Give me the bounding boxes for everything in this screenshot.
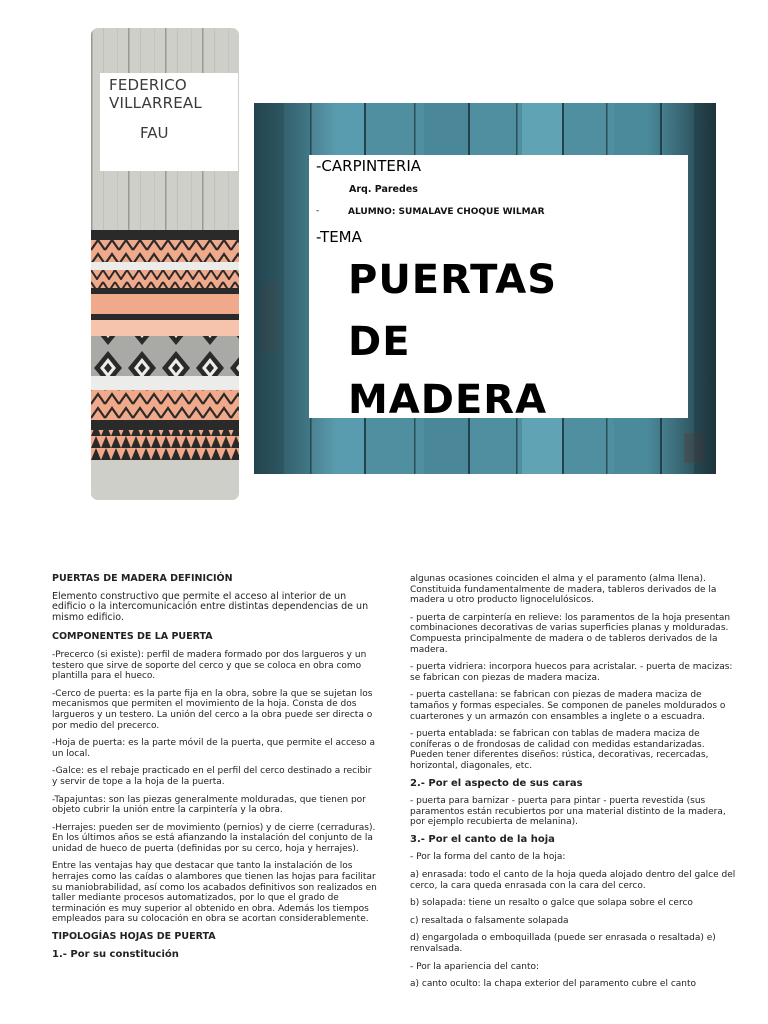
title-line-1: PUERTAS — [348, 257, 558, 303]
paragraph: - Por la apariencia del canto: — [410, 961, 540, 972]
paragraph: -Tapajuntas: son las piezas generalmente molduradas, que tienen por objeto cubrir la unión entre la carpintería y la obra. — [52, 794, 366, 816]
title-line-2: DE — [348, 319, 411, 365]
paragraph: d) engargolada o emboquillada (puede ser enrasada o resaltada) e) renvalsada. — [410, 933, 716, 955]
paragraph: algunas ocasiones coinciden el alma y el paramento (alma llena). Constituida fundamentalmente de madera, tableros derivados de la madera u otro producto lignocelulósicos. — [410, 574, 717, 606]
paragraph: Entre las ventajas hay que destacar que tanto la instalación de los herrajes como las caídas o alambores que tienen las hojas para facilitar su maniobrabilidad, así como los acabados definitivos son realizados en taller mediante procesos automatizados, por lo que el grado de terminación es muy superior al obtenido en obra. Además los tiempos empleados para su colocación en obra se acortan considerablemente. — [52, 861, 377, 925]
professor-name: Arq. Paredes — [349, 184, 418, 195]
paragraph: - Por la forma del canto de la hoja: — [410, 852, 566, 863]
paragraph: -Cerco de puerta: es la parte fija en la obra, sobre la que se sujetan los mecanismos que permiten el movimiento de la hoja. Consta de dos largueros y un testero. La unión del cerco a la obra puede ser directa o por medio del precerco. — [52, 688, 373, 731]
author-faculty: FAU — [140, 124, 169, 142]
student-bullet: - — [316, 206, 320, 216]
paragraph: -Galce: es el rebaje practicado en el perfil del cerco destinado a recibir y servir de tope a la hoja de la puerta. — [52, 766, 372, 787]
paragraph: b) solapada: tiene un resalto o galce que solapa sobre el cerco — [410, 898, 693, 909]
right-column — [410, 574, 740, 997]
subheading: 2.- Por el aspecto de sus caras — [410, 777, 583, 789]
student-name: ALUMNO: SUMALAVE CHOQUE WILMAR — [348, 207, 545, 217]
paragraph: c) resaltada o falsamente solapada — [410, 915, 569, 926]
paragraph: -Herrajes: pueden ser de movimiento (pernios) y de cierre (cerraduras). En los últimos años se está afianzando la instalación del conjunto de la unidad de hueco de puerta (definidas por su cerco, hoja y herrajes). — [52, 822, 376, 854]
paragraph: -Hoja de puerta: es la parte móvil de la puerta, que permite el acceso a un local. — [52, 738, 376, 759]
title-line-3: MADERA — [348, 377, 548, 418]
cover-title-card — [309, 155, 688, 418]
types-heading: TIPOLOGÍAS HOJAS DE PUERTA — [52, 931, 216, 943]
paragraph: - puerta vidriera: incorpora huecos para acristalar. - puerta de macizas: se fabrican con piezas de madera maciza. — [410, 662, 733, 683]
course-label: -CARPINTERIA — [316, 157, 422, 175]
definition-heading: PUERTAS DE MADERA DEFINICIÓN — [52, 573, 233, 584]
paragraph: -Precerco (si existe): perfil de madera formado por dos largueros y un testero que sirve de soporte del cerco y que se coloca en obra como plantilla para el hueco. — [52, 649, 367, 682]
paragraph: - puerta para barnizar - puerta para pintar - puerta revestida (sus paramentos están recubiertos por una material distinto de la madera, por ejemplo recubierta de melanina). — [410, 796, 726, 828]
paragraph: - puerta entablada: se fabrican con tablas de madera maciza de coníferas o de frondosas de calidad con medidas estandarizadas. Pueden tener diferentes diseños: rústica, decorativas, recercadas, horizontal, diagonales, etc. — [410, 729, 709, 771]
left-column — [52, 574, 378, 967]
topic-label: -TEMA — [316, 228, 362, 246]
intro-paragraph: Elemento constructivo que permite el acceso al interior de un edificio o la intercomunicación entre distintas dependencias de un mismo edificio. — [52, 590, 369, 623]
subheading: 1.- Por su constitución — [52, 948, 179, 960]
paragraph: - puerta de carpintería en relieve: los paramentos de la hoja presentan combinaciones decorativas de varias superficies planas y molduradas. Compuesta principalmente de madera o de tableros derivados de la madera. — [410, 612, 731, 655]
paragraph: a) enrasada: todo el canto de la hoja queda alojado dentro del galce del cerco, la cara queda enrasada con la cara del cerco. — [410, 870, 736, 891]
components-heading: COMPONENTES DE LA PUERTA — [52, 631, 213, 643]
paragraph: a) canto oculto: la chapa exterior del paramento cubre el canto — [410, 979, 697, 990]
author-first-name: FEDERICO — [109, 76, 187, 94]
author-card — [100, 73, 238, 171]
author-last-name: VILLARREAL — [109, 94, 202, 112]
subheading: 3.- Por el canto de la hoja — [410, 833, 555, 845]
paragraph: - puerta castellana: se fabrican con piezas de madera maciza de tamaños y formas especiales. Se componen de paneles moldurados o cuarterones y un armazón con ensambles a inglete o a escuadra. — [410, 690, 726, 722]
